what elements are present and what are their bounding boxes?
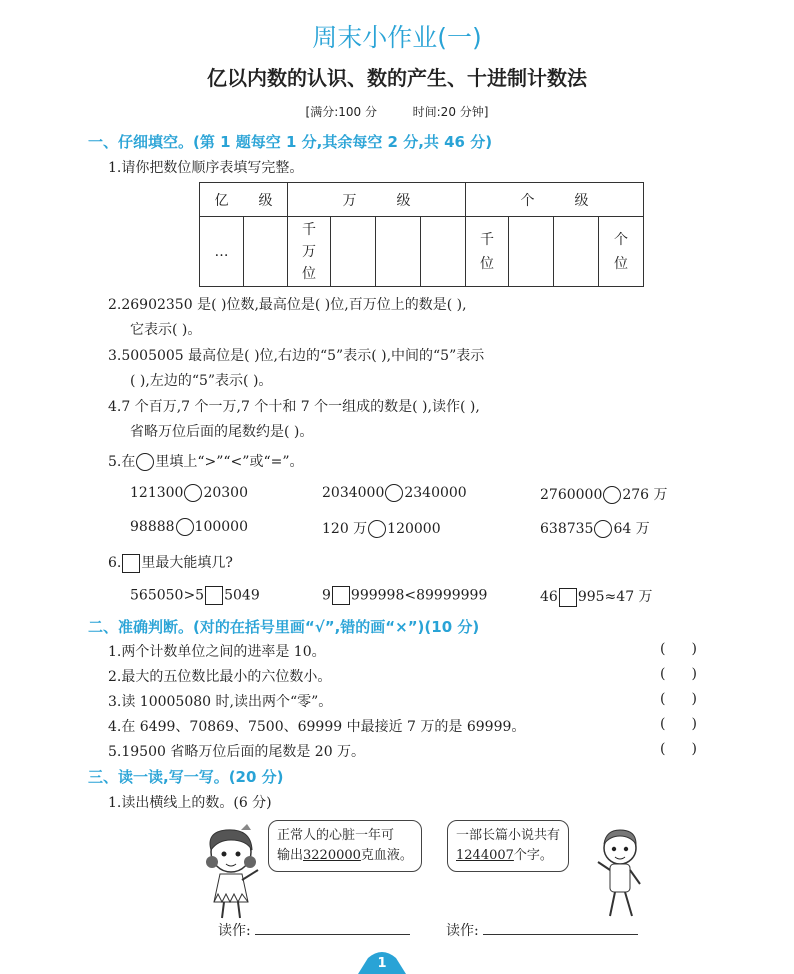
answer-line[interactable] bbox=[255, 920, 410, 935]
level-yi: 亿 级 bbox=[200, 183, 288, 217]
q4-line2: 省略万位后面的尾数约是( )。 bbox=[130, 424, 314, 440]
judge-item-1: 1.两个计数单位之间的进率是 10。 bbox=[108, 644, 326, 660]
judge-answer-paren[interactable]: () bbox=[660, 716, 723, 732]
fill-box[interactable] bbox=[205, 586, 223, 605]
fill-item: 565050>5 5049 bbox=[130, 587, 260, 604]
judge-answer-paren[interactable]: () bbox=[660, 641, 723, 657]
boy-illustration bbox=[590, 822, 650, 922]
place-value-table bbox=[199, 182, 644, 287]
compare-item: 638735 64 万 bbox=[540, 521, 650, 537]
q3-line1: 3.5005005 最高位是( )位,右边的“5”表示( ),中间的“5”表示 bbox=[108, 348, 485, 364]
cell-blank[interactable] bbox=[244, 217, 288, 287]
judge-item-4: 4.在 6499、70869、7500、69999 中最接近 7 万的是 69999。 bbox=[108, 719, 526, 735]
compare-circle[interactable] bbox=[176, 518, 194, 536]
compare-circle[interactable] bbox=[368, 520, 386, 538]
full-score: [满分:100 分 bbox=[305, 105, 377, 119]
answer-line[interactable] bbox=[483, 920, 638, 935]
cell-blank[interactable] bbox=[554, 217, 599, 287]
cell-blank[interactable] bbox=[421, 217, 466, 287]
time-limit: 时间:20 分钟] bbox=[412, 105, 489, 119]
compare-item: 2760000 276 万 bbox=[540, 487, 668, 503]
q1-prompt: 1.请你把数位顺序表填写完整。 bbox=[108, 160, 304, 176]
judge-answer-paren[interactable]: () bbox=[660, 691, 723, 707]
score-time-info bbox=[0, 103, 794, 120]
fill-item: 46 995≈47 万 bbox=[540, 589, 653, 605]
compare-item: 121300 20300 bbox=[130, 485, 248, 501]
s3-q1-prompt: 1.读出横线上的数。(6 分) bbox=[108, 795, 272, 811]
page-subtitle: 亿以内数的认识、数的产生、十进制计数法 bbox=[207, 66, 587, 90]
q2-line2: 它表示( )。 bbox=[130, 322, 202, 338]
cell-qian: 千 位 bbox=[466, 217, 509, 287]
compare-item: 2034000 2340000 bbox=[322, 485, 467, 501]
read-answer-1: 读作: bbox=[218, 920, 410, 940]
section3-heading: 三、读一读,写一写。(20 分) bbox=[88, 768, 284, 786]
q4-line1: 4.7 个百万,7 个一万,7 个十和 7 个一组成的数是( ),读作( ), bbox=[108, 399, 480, 415]
read-answer-2: 读作: bbox=[446, 920, 638, 940]
speech-bubble-novel: 一部长篇小说共有 1244007个字。 bbox=[447, 820, 569, 872]
level-wan: 万 级 bbox=[288, 183, 466, 217]
cell-ge: 个 位 bbox=[599, 217, 644, 287]
girl-illustration bbox=[196, 822, 266, 922]
circle-icon bbox=[136, 453, 154, 471]
q2-line1: 2.26902350 是( )位数,最高位是( )位,百万位上的数是( ), bbox=[108, 297, 467, 313]
cell-blank[interactable] bbox=[509, 217, 554, 287]
judge-answer-paren[interactable]: () bbox=[660, 666, 723, 682]
judge-item-5: 5.19500 省略万位后面的尾数是 20 万。 bbox=[108, 744, 366, 760]
judge-answer-paren[interactable]: () bbox=[660, 741, 723, 757]
fill-item: 9 999998<89999999 bbox=[322, 587, 488, 604]
compare-circle[interactable] bbox=[603, 486, 621, 504]
compare-item: 120 万 120000 bbox=[322, 521, 441, 537]
compare-circle[interactable] bbox=[184, 484, 202, 502]
cell-qianwan: 千 万 位 bbox=[288, 217, 331, 287]
cell-blank[interactable] bbox=[331, 217, 376, 287]
square-icon bbox=[122, 554, 140, 573]
compare-circle[interactable] bbox=[594, 520, 612, 538]
cell-ellipsis: … bbox=[200, 217, 244, 287]
page-number: 1 bbox=[377, 956, 387, 971]
cell-blank[interactable] bbox=[376, 217, 421, 287]
page-title: 周末小作业(一) bbox=[312, 23, 482, 52]
section1-heading: 一、仔细填空。(第 1 题每空 1 分,其余每空 2 分,共 46 分) bbox=[88, 133, 493, 151]
level-ge: 个 级 bbox=[466, 183, 644, 217]
compare-item: 98888 100000 bbox=[130, 519, 248, 535]
compare-circle[interactable] bbox=[385, 484, 403, 502]
judge-item-2: 2.最大的五位数比最小的六位数小。 bbox=[108, 669, 332, 685]
q6-prompt: 6. 里最大能填几? bbox=[108, 555, 233, 571]
fill-box[interactable] bbox=[332, 586, 350, 605]
judge-item-3: 3.读 10005080 时,读出两个“零”。 bbox=[108, 694, 333, 710]
q3-line2: ( ),左边的“5”表示( )。 bbox=[130, 373, 273, 389]
section2-heading: 二、准确判断。(对的在括号里画“√”,错的画“×”)(10 分) bbox=[88, 618, 480, 636]
fill-box[interactable] bbox=[559, 588, 577, 607]
speech-bubble-heart: 正常人的心脏一年可 输出3220000克血液。 bbox=[268, 820, 422, 872]
q5-prompt: 5.在 里填上“>”“<”或“=”。 bbox=[108, 454, 304, 470]
